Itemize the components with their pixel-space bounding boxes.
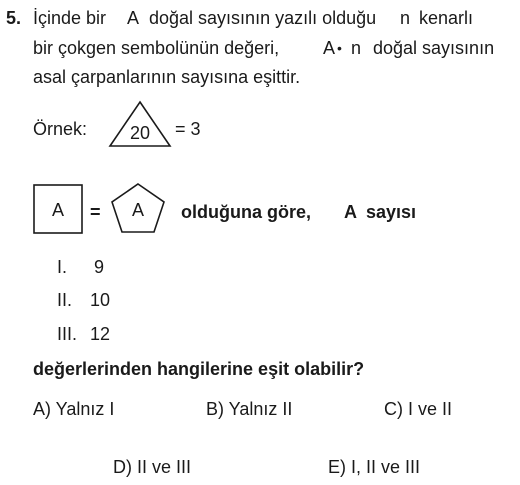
option-value: 9 <box>94 257 105 277</box>
stem-product-a: A <box>323 38 336 58</box>
stem-line1-part1: İçinde bir <box>33 8 107 28</box>
option-value: 10 <box>90 290 111 310</box>
equation-equals: = <box>90 202 101 222</box>
question-prompt: değerlerinden hangilerine eşit olabilir? <box>33 359 365 379</box>
pentagon-icon <box>110 182 166 234</box>
stem-line2-part1: bir çokgen sembolünün değeri, <box>33 38 280 58</box>
answer-c[interactable]: C) I ve II <box>384 399 453 419</box>
example-label: Örnek: <box>33 119 88 139</box>
equation-pentagon-value: A <box>131 200 145 220</box>
answer-e[interactable]: E) I, II ve III <box>328 457 421 477</box>
option-value: 12 <box>90 324 111 344</box>
square-icon <box>33 184 83 234</box>
stem-symbol-a: A <box>127 8 140 28</box>
example-triangle-value: 20 <box>129 123 151 143</box>
triangle-icon <box>108 100 172 148</box>
equation-square-value: A <box>51 200 65 220</box>
answer-a[interactable]: A) Yalnız I <box>33 399 115 419</box>
stem-line1-part2: doğal sayısının yazılı olduğu <box>149 8 377 28</box>
option-numeral: II. <box>57 290 73 310</box>
answer-b[interactable]: B) Yalnız II <box>206 399 293 419</box>
option-numeral: III. <box>57 324 78 344</box>
example-result: = 3 <box>175 119 201 139</box>
stem-product-n: n <box>351 38 362 58</box>
answer-d[interactable]: D) II ve III <box>113 457 192 477</box>
stem-product-dot: • <box>337 40 342 56</box>
stem-line2-part2: doğal sayısının <box>373 38 495 58</box>
stem-symbol-n: n <box>400 8 411 28</box>
stem-line1-part3: kenarlı <box>419 8 474 28</box>
question-number: 5. <box>6 8 22 28</box>
equation-subject: A <box>344 202 357 222</box>
stem-line3: asal çarpanlarının sayısına eşittir. <box>33 67 301 87</box>
option-numeral: I. <box>57 257 68 277</box>
equation-statement: olduğuna göre, <box>181 202 311 222</box>
equation-statement-end: sayısı <box>366 202 417 222</box>
